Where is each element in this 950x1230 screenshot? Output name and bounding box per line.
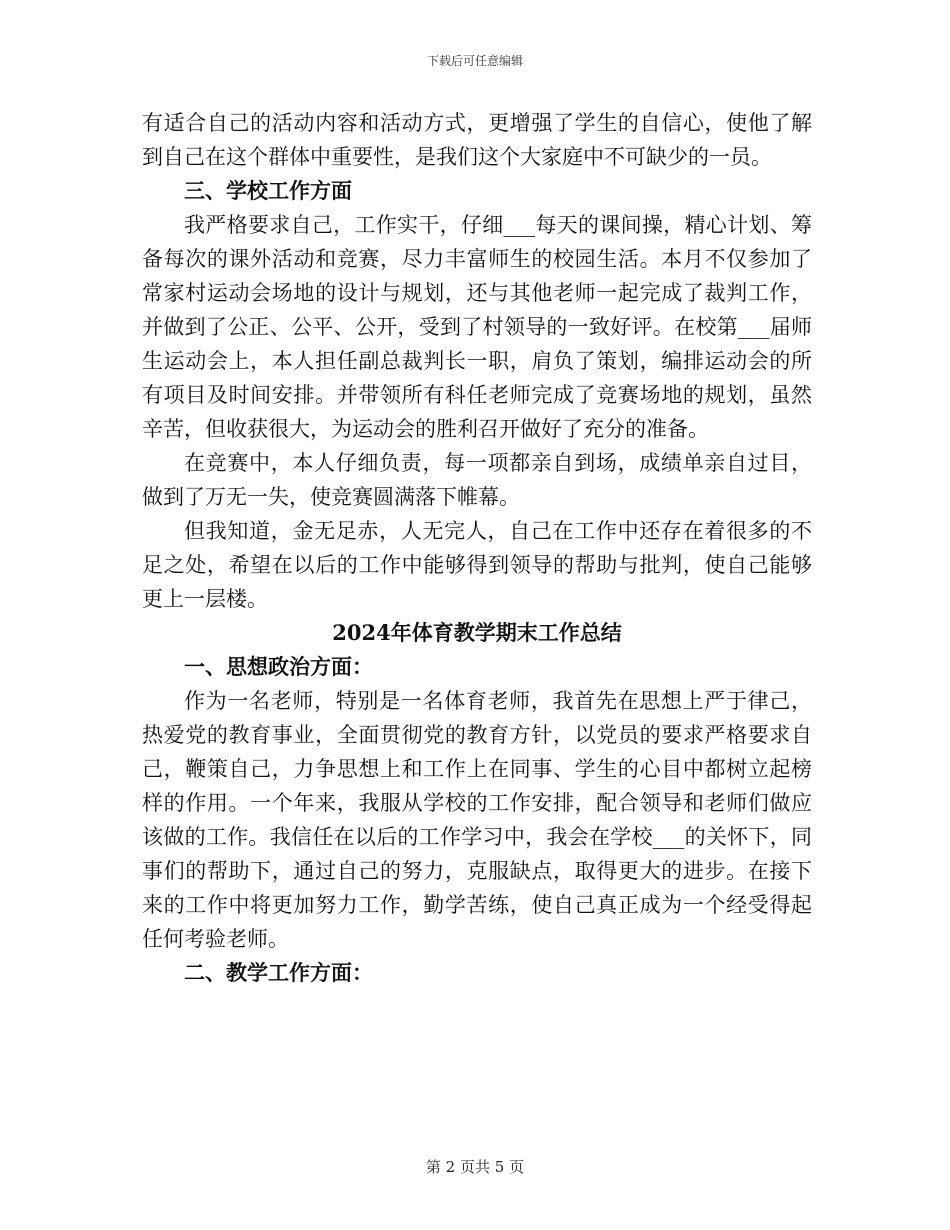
paragraph-continuation: 有适合自己的活动内容和活动方式，更增强了学生的自信心，使他了解到自己在这个群体中重要性，是我们这个大家庭中不可缺少的一员。 <box>142 111 812 169</box>
paragraph-self-reflection: 但我知道，金无足赤，人无完人，自己在工作中还存在着很多的不足之处，希望在以后的工作中能够得到领导的帮助与批判，使自己能够更上一层楼。 <box>142 519 812 611</box>
document-title: 2024年体育教学期末工作总结 <box>332 620 622 645</box>
document-body <box>142 106 812 990</box>
section-heading-school-work: 三、学校工作方面 <box>184 178 352 203</box>
section-heading-teaching: 二、教学工作方面： <box>184 960 373 985</box>
paragraph-ideology: 作为一名老师，特别是一名体育老师，我首先在思想上严于律己，热爱党的教育事业，全面贯彻党的教育方针，以党员的要求严格要求自己，鞭策自己，力争思想上和工作上在同事、学生的心目中都树立起榜样的作用。一个年来，我服从学校的工作安排，配合领导和老师们做应该做的工作。我信任在以后的工作学习中，我会在学校___的关怀下，同事们的帮助下，通过自己的努力，克服缺点，取得更大的进步。在接下来的工作中将更加努力工作，勤学苦练，使自己真正成为一个经受得起任何考验老师。 <box>142 689 812 951</box>
paragraph-competition: 在竞赛中，本人仔细负责，每一项都亲自到场，成绩单亲自过目，做到了万无一失，使竞赛圆满落下帷幕。 <box>142 451 812 509</box>
paragraph-school-work: 我严格要求自己，工作实干，仔细___每天的课间操，精心计划、筹备每次的课外活动和竞赛，尽力丰富师生的校园生活。本月不仅参加了常家村运动会场地的设计与规划，还与其他老师一起完成了裁判工作，并做到了公正、公平、公开，受到了村领导的一致好评。在校第___届师生运动会上，本人担任副总裁判长一职，肩负了策划，编排运动会的所有项目及时间安排。并带领所有科任老师完成了竞赛场地的规划，虽然辛苦，但收获很大，为运动会的胜利召开做好了充分的准备。 <box>142 213 812 441</box>
section-heading-ideology: 一、思想政治方面： <box>184 654 373 679</box>
page-footer: 第 2 页共 5 页 <box>425 1158 525 1176</box>
page-header: 下载后可任意编辑 <box>426 54 523 68</box>
